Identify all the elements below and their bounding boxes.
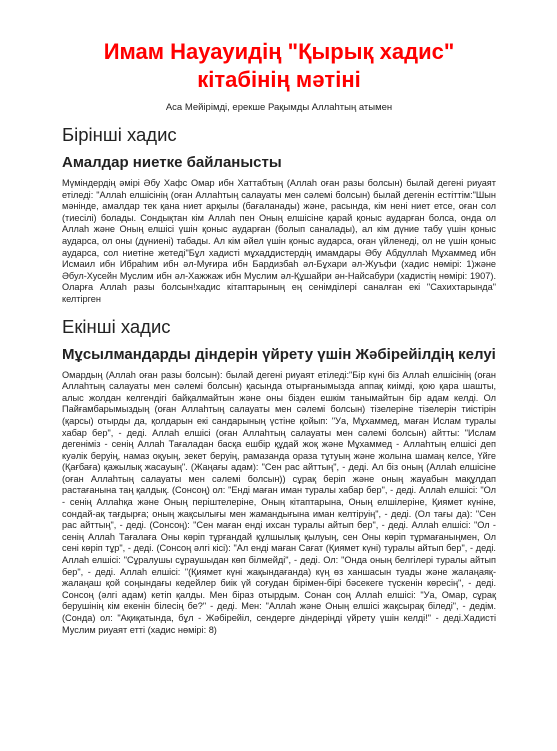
document-subtitle: Аса Мейірімді, ерекше Рақымды Аллаһтың атымен [165, 102, 393, 113]
hadith-text: Мүміндердің әмірі Әбу Хафс Омар ибн Хаттабтың (Аллаһ оған разы болсын) былай дегені риуаят етіледі: "Аллаһ елшісінің (оған Аллаһтың салауаты мен сәлемі болсын) былай дегенін естіттім:"Шын мәнінде, амалдар тек қана ниет арқылы (бағаланады) және, расында, кім нені ниет етсе, оған сол (тиесілі) болады. Сондықтан кім Аллаһ пен Оның елшісіне қарай қоныс аударған болса, онда ол Аллаһ және Оның елшісі үшін қоныс аударған (болып саналады), ал кім дүние табу үшін қоныс аударса, ол оны (дүниені) табады. Ал кім әйел үшін қоныс аударса, оған үйленеді, ол не үшін қоныс аударса, сол ниетіне жетеді"Бұл хадисті мұхаддистердің имамдары Әбу Абдуллаһ Мұхаммед ибн Исмаил ибн Ибраһим ибн әл-Муғира ибн Бардизбаһ әл-Бұхари әл-Жуъфи (хадис нөмірі: 1)және Әбул-Хусейн Муслим ибн әл-Хажжаж ибн Муслим әл-Құшайри ән-Найсабури (хадистің нөмірі: 1907). Оларға Аллаһ разы болсын!хадис кітаптарының ең сенімділері саналған екі "Сахихтарында" келтірген [62, 178, 496, 304]
hadith-section-1 [62, 124, 496, 306]
hadith-subheading: Мұсылмандарды діндерін үйрету үшін Жәбірейілдің келуі [62, 345, 496, 363]
hadith-subheading: Амалдар ниетке байланысты [62, 154, 282, 171]
hadith-heading: Бірінші хадис [62, 124, 177, 145]
hadith-text: Омардың (Аллаһ оған разы болсын): былай дегені риуаят етіледі:"Бір күні біз Аллаһ елшісінің (оған Аллаһтың салауаты мен сәлемі болсын) қасында отырғанымызда аппақ киімді, қою қара шашты, алыс жолдан келгендігі байқалмайтын және оны бізден ешкім танымайтын бір адам келді. Ол Пайғамбарымыздың (оған Аллаһтың салауаты мен сәлемі болсын) тізелеріне тізелерін тиістірін (қарсы) отырды да, қолдарын екі сандарының үстіне қойып: "Уа, Мұхаммед, маған Ислам туралы хабар бер", - деді. Аллаһ елшісі (оған Аллаһтың салауаты мен сәлемі болсын) айтты: "Ислам дегеніміз - сенің Аллаһ Тағаладан басқа ешбір құдай жоқ және Мұхаммед - Аллаһтың елшісі деп куәлік беруің, намаз оқуың, зекет беруің, рамазанда ораза тұтуың және жолына шамаң келсе, Үйге (Қағбаға) қажылық жасауың". (Жаңағы адам): "Сен рас айттың", - деді. Ал біз оның (Аллаһ елшісіне (оған Аллаһтың салауаты мен сәлемі болсын)) сұрақ беріп және оның жауабын мақұлдап растағанына таң қалдық. (Сонсоң) ол: "Енді маған иман туралы хабар бер", - деді. Аллаһ елшісі: "Ол - сенің Аллаһқа және Оның періштелеріне, Оның кітаптарына, Оның елшілеріне, Қиямет күніне, сондай-ақ тағдырға; оның жақсылығы мен жамандығына иман келтіруің", - деді. (Ол тағы да): "Сен рас айттың", - деді. (Сонсоң): "Сен маған енді ихсан туралы айтып бер", - деді. Аллаһ елшісі: "Ол - сенің Аллаһ Тағалаға Оны көріп тұрғандай құлшылық қылуың, сен Оны көріп тұрмағаныңмен, Ол сені көріп тұр", - деді. (Сонсоң әлгі кісі): "Ал енді маған Сағат (Қиямет күні) туралы айтып бер", - деді. Аллаһ елшісі: "Сұралушы сұраушыдан көп білмейді", - деді. Ол: "Онда оның белгілері туралы айтып бер", - деді. Аллаһ елшісі: "(Қиямет күні жақындағанда) күң өз ханшасын туады және жалаңаяқ-жалаңаш қой соңындағы кедейлер биік үй соғудан бірімен-бірі бәсекеге түскенін көресің", - деді. Сонсоң (әлгі адам) кетіп қалды. Мен біраз отырдым. Сонан соң Аллаһ елшісі: "Уа, Омар, сұрақ берушінің кім екенін білесің бе?" - деді. Мен: "Аллаһ және Оның елшісі жақсырақ біледі", - дедім. (Сонда) ол: "Ақиқатында, бұл - Жәбірейіл, сендерге діндеріңді үйрету үшін келді!" - деді.Хадисті Муслим риуаят етті (хадис нөмірі: 8) [62, 369, 496, 635]
hadith-section-2 [62, 316, 496, 637]
document-page [62, 0, 496, 636]
document-title: Имам Науауидің "Қырық хадис" кітабінің мәтіні [103, 39, 455, 92]
hadith-heading: Екінші хадис [62, 315, 171, 337]
